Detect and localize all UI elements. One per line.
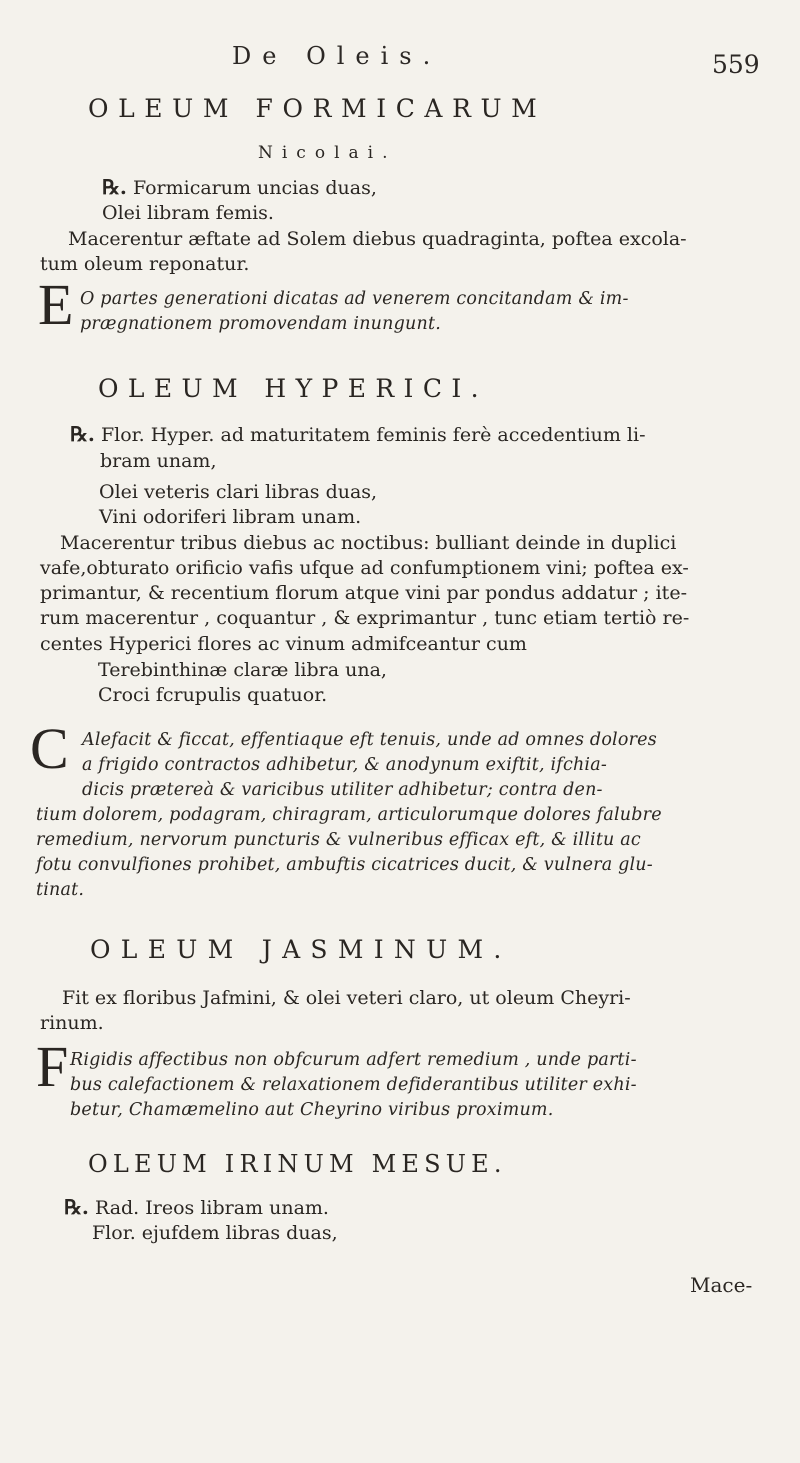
method-line: centes Hyperici flores ac vinum admifceantur cum — [40, 633, 527, 655]
usage-line: dicis prætereà & varicibus utiliter adhibetur; contra den- — [82, 780, 603, 800]
recipe-text: Rad. Ireos libram unam. — [94, 1197, 329, 1219]
method-line: vafe,obturato orificio vafis ufque ad confumptionem vini; poftea ex- — [40, 557, 689, 579]
method-line: rum macerentur , coquantur , & exprimantur , tunc etiam tertiò re- — [40, 607, 690, 629]
page-number: 559 — [712, 50, 760, 79]
recipe-symbol: ℞. — [64, 1195, 89, 1219]
recipe-line: Flor. ejufdem libras duas, — [92, 1222, 338, 1244]
recipe-text: Flor. Hyper. ad maturitatem feminis ferè accedentium li- — [100, 424, 646, 446]
usage-line: Alefacit & ficcat, effentiaque eft tenuis, unde ad omnes dolores — [82, 730, 657, 750]
section-title-hyperici: OLEUM HYPERICI. — [98, 374, 488, 403]
recipe-symbol: ℞. — [102, 175, 127, 199]
usage-line: O partes generationi dicatas ad venerem concitandam & im- — [80, 289, 629, 309]
recipe-line: Olei veteris clari libras duas, — [99, 481, 378, 503]
section-subtitle-nicolai: Nicolai. — [258, 143, 397, 163]
recipe-text: Formicarum uncias duas, — [132, 177, 377, 199]
recipe-line — [102, 174, 377, 201]
method-line: Macerentur tribus diebus ac noctibus: bulliant deinde in duplici — [60, 532, 677, 554]
usage-line: tinat. — [36, 880, 85, 900]
usage-line: bus calefactionem & relaxationem defiderantibus utiliter exhi- — [70, 1075, 637, 1095]
recipe-line — [70, 421, 646, 448]
recipe-line: bram unam, — [100, 450, 217, 472]
method-line: rinum. — [40, 1012, 104, 1034]
usage-line: prægnationem promovendam inungunt. — [80, 314, 441, 334]
usage-line: fotu convulfiones prohibet, ambuftis cicatrices ducit, & vulnera glu- — [36, 855, 653, 875]
recipe-line — [64, 1194, 329, 1221]
method-line: primantur, & recentium florum atque vini par pondus addatur ; ite- — [40, 582, 687, 604]
usage-line: remedium, nervorum puncturis & vulneribus efficax eft, & illitu ac — [36, 830, 641, 850]
section-title-formicarum: OLEUM FORMICARUM — [88, 94, 547, 123]
recipe-line: Olei libram femis. — [102, 202, 274, 224]
section-title-jasminum: OLEUM JASMINUM. — [90, 935, 512, 964]
method-line: Macerentur æftate ad Solem diebus quadraginta, poftea excola- — [68, 228, 687, 250]
usage-line: a frigido contractos adhibetur, & anodynum exiftit, ifchia- — [82, 755, 607, 775]
recipe-extra-line: Terebinthinæ claræ libra una, — [98, 659, 387, 681]
usage-line: Rigidis affectibus non obfcurum adfert remedium , unde parti- — [70, 1050, 637, 1070]
recipe-symbol: ℞. — [70, 422, 95, 446]
usage-line: betur, Chamæmelino aut Cheyrino viribus proximum. — [70, 1100, 554, 1120]
drop-capital: F — [36, 1034, 69, 1099]
section-title-irinum: OLEUM IRINUM MESUE. — [88, 1150, 507, 1178]
usage-line: tium dolorem, podagram, chiragram, articulorumque dolores falubre — [36, 805, 662, 825]
method-line: Fit ex floribus Jafmini, & olei veteri claro, ut oleum Cheyri- — [62, 987, 631, 1009]
running-head: De Oleis. — [232, 42, 442, 70]
catchword: Mace- — [690, 1273, 753, 1297]
recipe-line: Vini odoriferi libram unam. — [99, 506, 362, 528]
recipe-extra-line: Croci fcrupulis quatuor. — [98, 684, 328, 706]
drop-capital: C — [30, 716, 69, 781]
drop-capital: E — [38, 272, 74, 337]
method-line: tum oleum reponatur. — [40, 253, 250, 275]
